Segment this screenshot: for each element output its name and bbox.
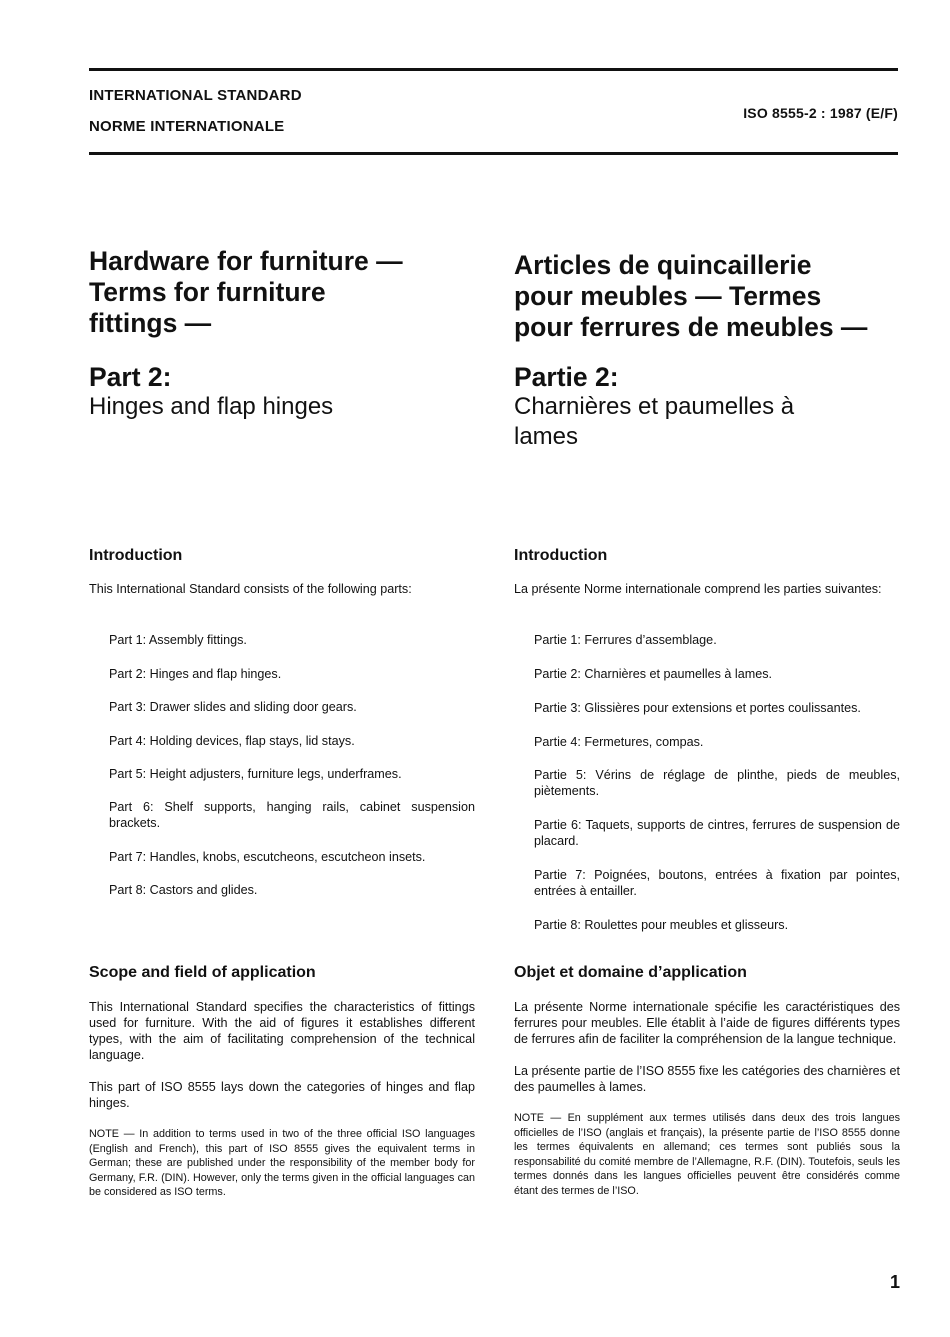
list-item: Partie 8: Roulettes pour meubles et glisseurs. [534,918,789,932]
part-label-en: Part 2: [89,362,172,392]
list-item: Part 3: Drawer slides and sliding door gears. [109,700,357,714]
title-fr-line: pour meubles — Termes [514,281,822,311]
list-item: Partie 2: Charnières et paumelles à lames. [534,667,772,681]
title-en-line: Terms for furniture [89,277,326,307]
intro-fr [514,547,900,597]
list-item: Partie 5: Vérins de réglage de plinthe, pieds de meubles, piètements. [534,768,900,798]
list-item: Part 2: Hinges and flap hinges. [109,667,282,681]
title-en-line: Hardware for furniture — [89,246,403,276]
part-label-fr: Partie 2: [514,362,619,392]
title-en [89,246,403,339]
intro-heading-fr: Introduction [514,547,608,564]
list-item: Partie 4: Fermetures, compas. [534,735,704,749]
list-item: Part 1: Assembly fittings. [109,633,247,647]
title-fr-line: pour ferrures de meubles — [514,312,868,342]
list-item: Part 5: Height adjusters, furniture legs, underframes. [109,767,402,781]
note-en: NOTE — In addition to terms used in two of the three official ISO languages (English and French), this part of ISO 8555 gives the equivalent terms in German; these are published under the responsibility of the member body for Germany, F.R. (DIN). However, only the terms given in the official languages can be considered as ISO terms. [89,1128,475,1198]
list-item: Partie 1: Ferrures d’assemblage. [534,633,717,647]
header-standard-fr: NORME INTERNATIONALE [89,118,285,135]
header-bottom-rule [89,152,898,155]
title-fr-line: Articles de quincaillerie [514,250,812,280]
page-number: 1 [889,1272,900,1292]
title-fr [514,250,867,343]
subtitle-fr-line: lames [514,423,579,450]
intro-text-en: This International Standard consists of the following parts: [89,582,412,596]
scope-heading-en: Scope and field of application [89,964,316,981]
intro-heading-en: Introduction [89,547,183,564]
scope-en [89,964,475,1200]
subtitle-en [89,392,333,422]
list-item: Part 7: Handles, knobs, escutcheons, escutcheon insets. [109,850,426,864]
list-item: Partie 6: Taquets, supports de cintres, ferrures de suspension de placard. [534,818,900,848]
scope-paragraph-en: This International Standard specifies the characteristics of fittings used for furniture. With the aid of figures it establishes different types, with the aim of facilitating comprehension of the technical language. [89,1000,475,1062]
scope-fr [514,964,900,1198]
subtitle-fr [514,392,794,452]
standard-reference: ISO 8555-2 : 1987 (E/F) [743,105,898,121]
list-item: Partie 3: Glissières pour extensions et portes coulissantes. [534,701,861,715]
list-item: Part 4: Holding devices, flap stays, lid stays. [109,734,355,748]
header-top-rule [89,68,898,71]
intro-en [89,547,475,597]
list-item: Part 6: Shelf supports, hanging rails, cabinet suspension brackets. [109,800,475,830]
scope-paragraph-fr: La présente partie de l’ISO 8555 fixe les catégories des charnières et des paumelles à lames. [514,1064,900,1094]
header-standard-en: INTERNATIONAL STANDARD [89,87,302,104]
title-en-line: fittings — [89,308,212,338]
scope-paragraph-en: This part of ISO 8555 lays down the categories of hinges and flap hinges. [89,1080,475,1110]
subtitle-en-line: Hinges and flap hinges [89,393,334,420]
subtitle-fr-line: Charnières et paumelles à [514,393,795,420]
list-item: Part 8: Castors and glides. [109,883,258,897]
intro-text-fr: La présente Norme internationale comprend les parties suivantes: [514,582,882,596]
scope-heading-fr: Objet et domaine d’application [514,964,747,981]
list-item: Partie 7: Poignées, boutons, entrées à fixation par pointes, entrées à entailler. [534,868,900,898]
note-fr: NOTE — En supplément aux termes utilisés dans deux des trois langues officielles de l’ISO (anglais et français), la présente partie de l’ISO 8555 donne les termes équivalents en allemand; ces termes sont publiés sous la responsabilité du comité membre de l’Allemagne, R.F. (DIN). Toutefois, seuls les termes donnés dans les langues officielles peuvent être considérés comme étant des termes de l’ISO. [514,1112,900,1197]
scope-paragraph-fr: La présente Norme internationale spécifie les caractéristiques des ferrures pour meubles. Elle établit à l’aide de figures différents types de ferrures afin de faciliter la compréhension de la langue technique. [514,1000,900,1046]
